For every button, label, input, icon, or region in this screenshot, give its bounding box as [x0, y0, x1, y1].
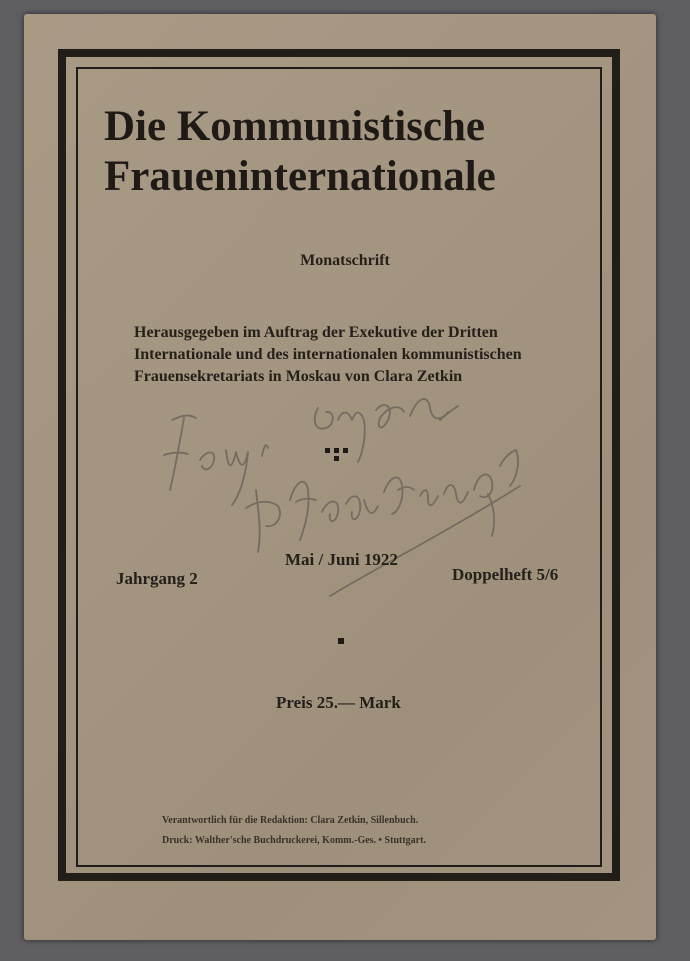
publisher-line-1: Herausgegeben im Auftrag der Exekutive der Dritten — [134, 324, 498, 341]
volume-number: Jahrgang 2 — [116, 569, 198, 588]
price: Preis 25.— Mark — [276, 693, 401, 712]
imprint-printer-line: Druck: Walther'sche Buchdruckerei, Komm.-Ges. • Stuttgart. — [162, 835, 426, 846]
imprint-editor-line: Verantwortlich für die Redaktion: Clara Zetkin, Sillenbuch. — [162, 815, 419, 826]
publisher-line-2: Internationale und des internationalen kommunistischen — [134, 346, 522, 363]
issue-date: Mai / Juni 1922 — [285, 550, 398, 569]
separator-dot — [338, 638, 344, 644]
imprint — [162, 811, 582, 851]
publisher-line-3: Frauensekretariats in Moskau von Clara Zetkin — [134, 368, 463, 385]
subtitle: Monatschrift — [300, 252, 390, 269]
title-line-2: Fraueninternationale — [104, 153, 496, 200]
title-line-1: Die Kommunistische — [104, 103, 486, 150]
issue-number: Doppelheft 5/6 — [452, 565, 559, 584]
ornament-glyph — [325, 448, 355, 468]
